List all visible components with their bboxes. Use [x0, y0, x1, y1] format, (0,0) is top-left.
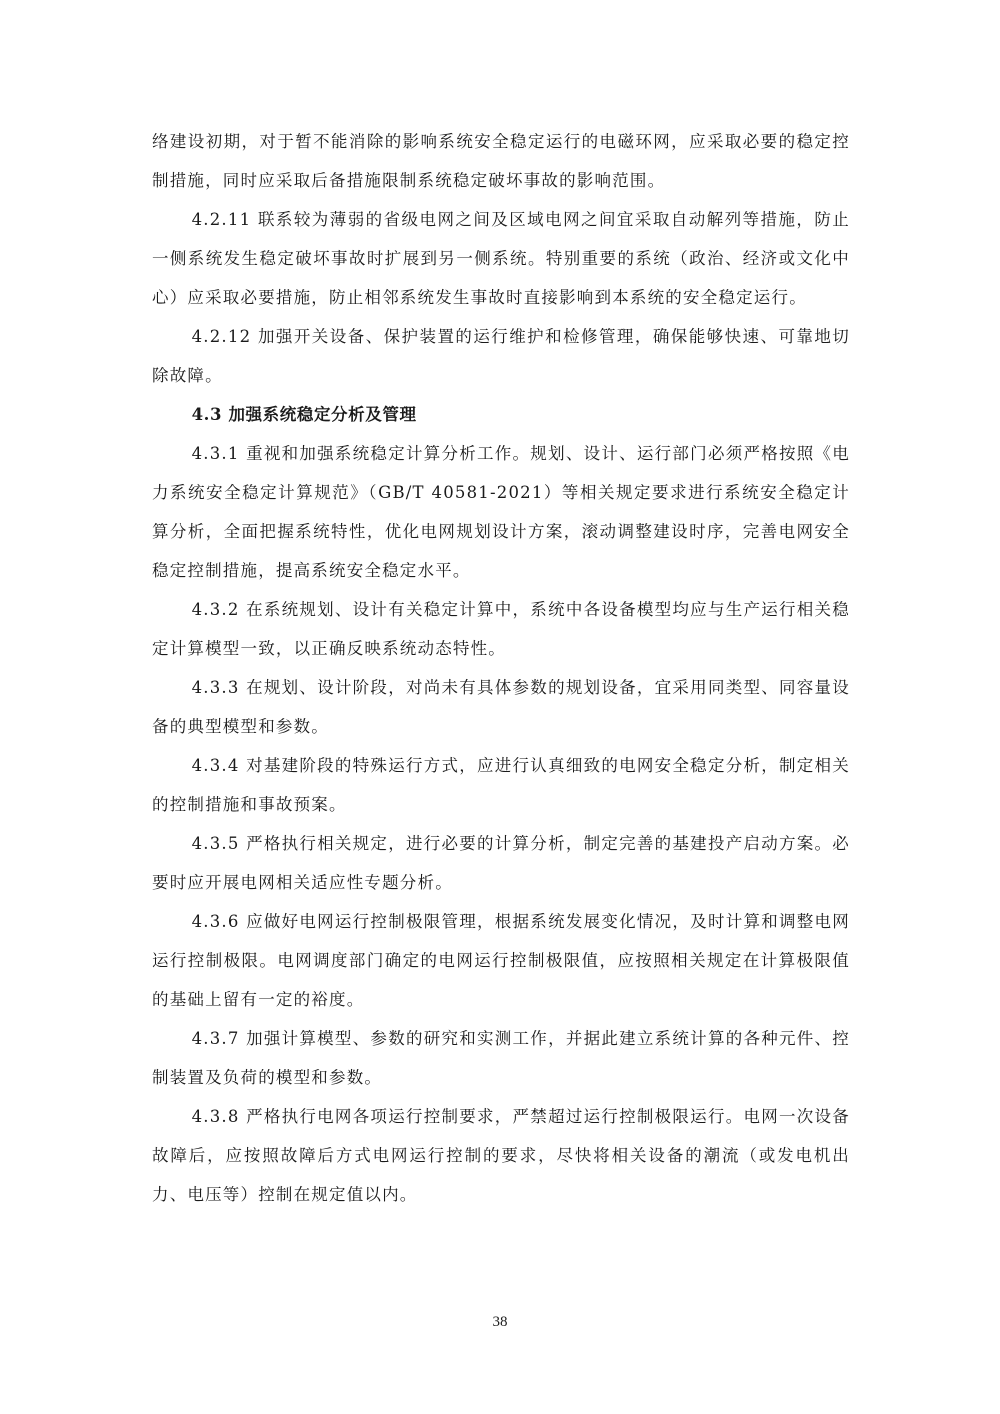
paragraph-4-3-6: 4.3.6 应做好电网运行控制极限管理，根据系统发展变化情况，及时计算和调整电网运行控制极限。电网调度部门确定的电网运行控制极限值，应按照相关规定在计算极限值的基础上留有一定的裕度。 [152, 912, 850, 1009]
paragraph-4-3-4: 4.3.4 对基建阶段的特殊运行方式，应进行认真细致的电网安全稳定分析，制定相关的控制措施和事故预案。 [152, 756, 850, 814]
paragraph-continuation: 络建设初期，对于暂不能消除的影响系统安全稳定运行的电磁环网，应采取必要的稳定控制措施，同时应采取后备措施限制系统稳定破坏事故的影响范围。 [152, 132, 850, 190]
paragraph-4-3-7: 4.3.7 加强计算模型、参数的研究和实测工作，并据此建立系统计算的各种元件、控制装置及负荷的模型和参数。 [152, 1029, 850, 1087]
paragraph-4-3-8: 4.3.8 严格执行电网各项运行控制要求，严禁超过运行控制极限运行。电网一次设备故障后，应按照故障后方式电网运行控制的要求，尽快将相关设备的潮流（或发电机出力、电压等）控制在规定值以内。 [152, 1107, 850, 1204]
paragraph-4-3-5: 4.3.5 严格执行相关规定，进行必要的计算分析，制定完善的基建投产启动方案。必要时应开展电网相关适应性专题分析。 [152, 834, 850, 892]
section-heading-4-3: 4.3 加强系统稳定分析及管理 [191, 405, 417, 424]
paragraph-4-2-12: 4.2.12 加强开关设备、保护装置的运行维护和检修管理，确保能够快速、可靠地切除故障。 [152, 327, 850, 385]
paragraph-4-3-1: 4.3.1 重视和加强系统稳定计算分析工作。规划、设计、运行部门必须严格按照《电力系统安全稳定计算规范》（GB/T 40581-2021）等相关规定要求进行系统安全稳定计算分析，全面把握系统特性，优化电网规划设计方案，滚动调整建设时序，完善电网安全稳定控制措施，提高系统安全稳定水平。 [152, 444, 850, 580]
document-body [152, 122, 850, 1214]
page-number: 38 [492, 1314, 508, 1330]
paragraph-4-2-11: 4.2.11 联系较为薄弱的省级电网之间及区域电网之间宜采取自动解列等措施，防止一侧系统发生稳定破坏事故时扩展到另一侧系统。特别重要的系统（政治、经济或文化中心）应采取必要措施，防止相邻系统发生事故时直接影响到本系统的安全稳定运行。 [152, 210, 850, 307]
paragraph-4-3-2: 4.3.2 在系统规划、设计有关稳定计算中，系统中各设备模型均应与生产运行相关稳定计算模型一致，以正确反映系统动态特性。 [152, 600, 850, 658]
paragraph-4-3-3: 4.3.3 在规划、设计阶段，对尚未有具体参数的规划设备，宜采用同类型、同容量设备的典型模型和参数。 [152, 678, 850, 736]
